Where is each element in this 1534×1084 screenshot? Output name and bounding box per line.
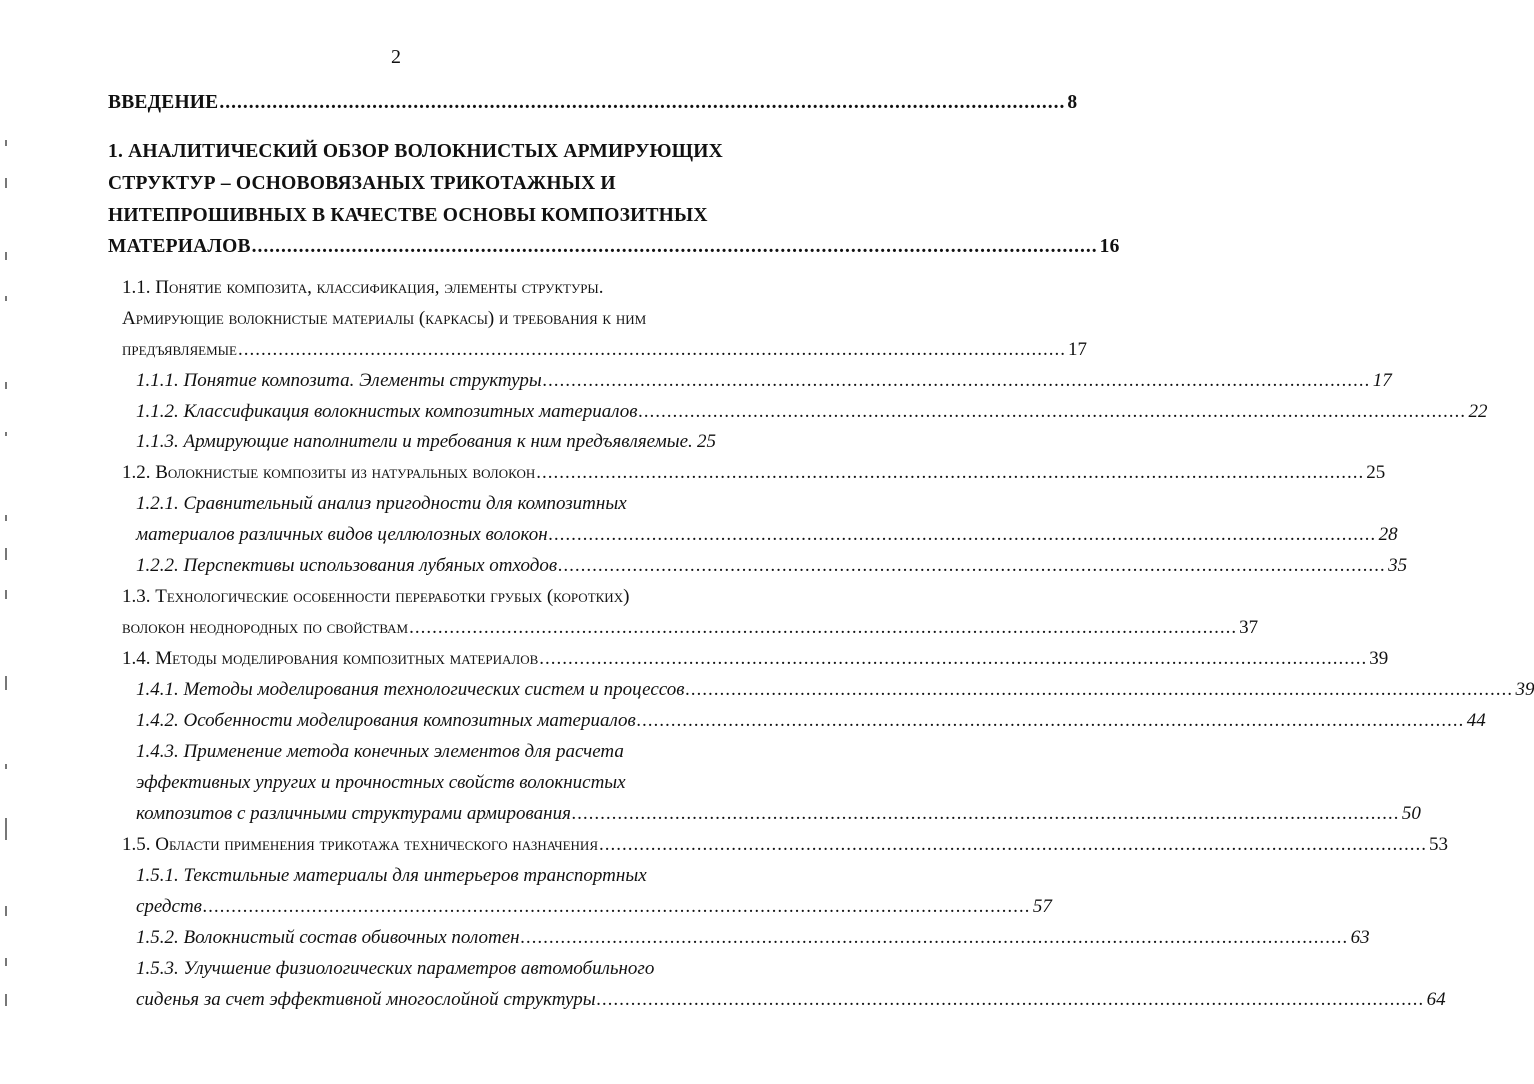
toc-entry-title: волокон неоднородных по свойствам [122,617,409,638]
toc-entry-page: 17 [1372,370,1392,391]
toc-entry-title: 1.5.3. Улучшение физиологических параметров автомобильного [136,958,655,979]
toc-entry-1-4-2[interactable] [136,710,1486,732]
toc-leader-dots: ................................................................................................................................................ [409,617,1238,638]
toc-entry-page: 17 [1067,339,1087,360]
toc-leader-dots: ................................................................................................................................................ [520,927,1349,948]
toc-entry-title: 1.4.3. Применение метода конечных элементов для расчета [136,741,624,762]
toc-entry-1-1[interactable] [122,277,716,299]
toc-entry-title: 1.5. Области применения трикотажа технического назначения [122,834,598,855]
toc-entry-1-4-3-cont [136,772,716,794]
toc-leader-dots: ................................................................................................................................................ [636,710,1465,731]
toc-entry-title: 1.3. Технологические особенности переработки грубых (коротких) [122,586,630,607]
toc-leader-dots: ................................................................................................................................................ [548,524,1377,545]
toc-entry-1-3-end[interactable] [122,617,1259,639]
toc-entry-page: 63 [1350,927,1370,948]
toc-entry-title: эффективных упругих и прочностных свойств волокнистых [136,772,626,793]
toc-leader-dots: ................................................................................................................................................ [219,92,1066,113]
toc-entry-1-4-3-end[interactable] [136,803,1421,825]
toc-entry-title: 1.1.2. Классификация волокнистых композитных материалов [136,401,638,422]
toc-entry-page: 53 [1429,834,1448,855]
toc-leader-dots: ................................................................................................................................................ [202,896,1031,917]
toc-entry-1-1-1[interactable] [136,370,1392,392]
toc-leader-dots: ................................................................................................................................................ [558,555,1387,576]
toc-leader-dots: ................................................................................................................................................ [251,236,1098,257]
toc-entry-chapter-1-cont [108,205,716,227]
toc-entry-1-5-2[interactable] [136,927,1370,949]
scan-margin-marks [0,0,14,1084]
toc-entry-title: Армирующие волокнистые материалы (каркасы) и требования к ним [122,308,647,329]
toc-entry-page: 37 [1239,617,1259,638]
toc-entry-1-1-2[interactable] [136,401,1488,423]
toc-entry-page: 22 [1468,401,1488,422]
toc-leader-dots: ................................................................................................................................................ [638,401,1467,422]
toc-entry-page: 25 [697,431,716,452]
toc-entry-1-2-1[interactable] [136,493,716,515]
toc-leader-dots: ................................................................................................................................................ [685,679,1514,700]
toc-entry-title: 1.2.1. Сравнительный анализ пригодности для композитных [136,493,627,514]
toc-entry-title: композитов с различными структурами армирования [136,803,571,824]
toc-entry-title: 1.2.2. Перспективы использования лубяных отходов [136,555,558,576]
toc-entry-page: 57 [1032,896,1052,917]
toc-entry-1-5-3-end[interactable] [136,989,1446,1011]
toc-entry-page: 28 [1378,524,1398,545]
toc-entry-1-2-1-end[interactable] [136,524,1398,546]
toc-entry-1-5-1[interactable] [136,865,716,887]
toc-entry-title: средств [136,896,202,917]
toc-entry-1-4-1[interactable] [136,679,1534,701]
toc-entry-title: 1.4. Методы моделирования композитных материалов [122,648,539,669]
toc-entry-page: 8 [1067,92,1078,113]
toc-entry-page: 50 [1401,803,1421,824]
toc-entry-title: 1.4.2. Особенности моделирования композитных материалов [136,710,636,731]
toc-entry-1-2[interactable] [122,462,1386,484]
toc-entry-page: 16 [1099,236,1120,257]
toc-entry-1-5[interactable] [122,834,1448,856]
toc-entry-chapter-1-cont [108,173,716,195]
toc-entry-title: СТРУКТУР – ОСНОВОВЯЗАНЫХ ТРИКОТАЖНЫХ И [108,173,616,194]
toc-entry-page: 39 [1515,679,1534,700]
toc-entry-title: ВВЕДЕНИЕ [108,92,219,113]
toc-entry-title: МАТЕРИАЛОВ [108,236,251,257]
toc-entry-1-5-1-end[interactable] [136,896,1052,918]
toc-entry-title: 1.1. Понятие композита, классификация, элементы структуры. [122,277,604,298]
toc-entry-page: 25 [1366,462,1386,483]
toc-entry-title: 1.5.1. Текстильные материалы для интерьеров транспортных [136,865,647,886]
toc-leader-dots: ................................................................................................................................................ [599,834,1427,855]
toc-entry-1-1-cont [122,308,716,330]
toc-entry-page: 64 [1426,989,1446,1010]
toc-entry-title: 1. АНАЛИТИЧЕСКИЙ ОБЗОР ВОЛОКНИСТЫХ АРМИРУЮЩИХ [108,141,723,162]
toc-entry-title: 1.5.2. Волокнистый состав обивочных полотен [136,927,520,948]
toc-entry-title: материалов различных видов целлюлозных волокон [136,524,548,545]
toc-entry-title: 1.1.1. Понятие композита. Элементы структуры [136,370,542,391]
toc-entry-page: 44 [1466,710,1486,731]
toc-entry-title: предъявляемые [122,339,237,360]
toc-entry-title: 1.1.3. Армирующие наполнители и требования к ним предъявляемые. [136,431,693,452]
toc-entry-1-4[interactable] [122,648,1389,670]
toc-leader-dots: ................................................................................................................................................ [536,462,1365,483]
toc-entry-title: 1.4.1. Методы моделирования технологических систем и процессов [136,679,685,700]
toc-entry-1-1-3[interactable] [136,431,716,453]
toc-entry-1-2-2[interactable] [136,555,1408,577]
toc-entry-1-5-3[interactable] [136,958,716,980]
toc-entry-title: НИТЕПРОШИВНЫХ В КАЧЕСТВЕ ОСНОВЫ КОМПОЗИТНЫХ [108,205,708,226]
toc-entry-chapter-1-end[interactable] [108,236,1120,258]
toc-leader-dots: ................................................................................................................................................ [596,989,1425,1010]
toc-entry-1-1-end[interactable] [122,339,1087,361]
toc-entry-page: 39 [1369,648,1389,669]
toc-entry-introduction[interactable] [108,92,1078,114]
page-number: 2 [391,46,401,68]
toc-entry-1-4-3[interactable] [136,741,716,763]
toc-entry-1-3[interactable] [122,586,716,608]
toc-leader-dots: ................................................................................................................................................ [237,339,1066,360]
toc-leader-dots: ................................................................................................................................................ [539,648,1368,669]
toc-entry-chapter-1[interactable] [108,141,723,163]
toc-leader-dots: ................................................................................................................................................ [571,803,1400,824]
toc-entry-title: сиденья за счет эффективной многослойной структуры [136,989,596,1010]
toc-entry-title: 1.2. Волокнистые композиты из натуральных волокон [122,462,536,483]
toc-entry-page: 35 [1388,555,1408,576]
toc-leader-dots: ................................................................................................................................................ [542,370,1371,391]
